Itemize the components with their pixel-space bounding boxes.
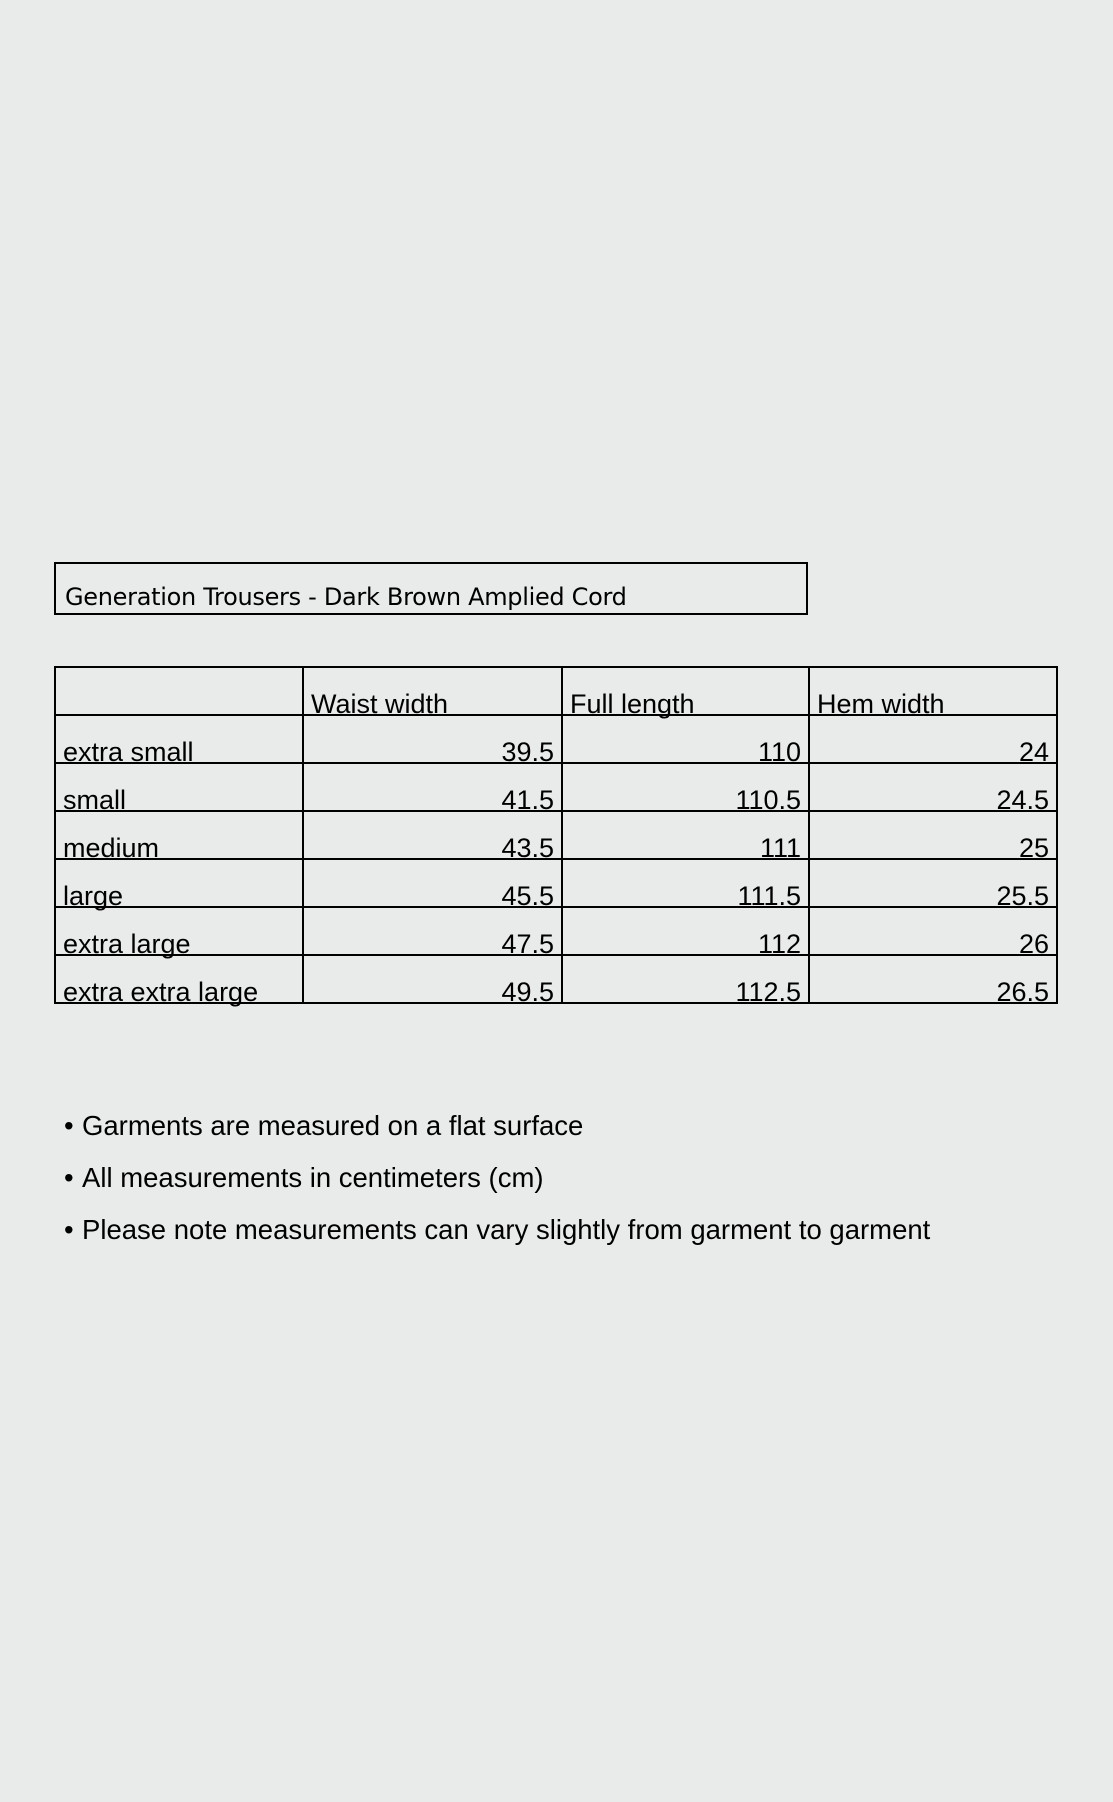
size-label: small (55, 763, 303, 811)
waist-value: 47.5 (303, 907, 562, 955)
hem-value: 24.5 (809, 763, 1057, 811)
waist-value: 43.5 (303, 811, 562, 859)
note-item: • All measurements in centimeters (cm) (64, 1152, 930, 1204)
length-value: 111 (562, 811, 809, 859)
header-hem-width: Hem width (809, 667, 1057, 715)
hem-value: 26.5 (809, 955, 1057, 1003)
size-label: extra extra large (55, 955, 303, 1003)
table-row (55, 715, 1057, 763)
product-title: Generation Trousers - Dark Brown Amplied Cord (65, 583, 627, 611)
waist-value: 41.5 (303, 763, 562, 811)
hem-value: 25 (809, 811, 1057, 859)
size-chart-table (54, 666, 1058, 1007)
note-item: • Please note measurements can vary slightly from garment to garment (64, 1204, 930, 1256)
hem-value: 25.5 (809, 859, 1057, 907)
note-item: • Garments are measured on a flat surface (64, 1100, 930, 1152)
length-value: 112.5 (562, 955, 809, 1003)
header-waist-width: Waist width (303, 667, 562, 715)
table-row (55, 763, 1057, 811)
table-row (55, 811, 1057, 859)
size-label: medium (55, 811, 303, 859)
waist-value: 49.5 (303, 955, 562, 1003)
hem-value: 26 (809, 907, 1057, 955)
table-row (55, 859, 1057, 907)
length-value: 111.5 (562, 859, 809, 907)
header-full-length: Full length (562, 667, 809, 715)
table-row (55, 955, 1057, 1003)
product-title-box (54, 562, 808, 615)
size-label: extra large (55, 907, 303, 955)
table-header-row (55, 667, 1057, 715)
waist-value: 39.5 (303, 715, 562, 763)
waist-value: 45.5 (303, 859, 562, 907)
size-label: large (55, 859, 303, 907)
length-value: 112 (562, 907, 809, 955)
measurement-notes (64, 1100, 930, 1256)
length-value: 110.5 (562, 763, 809, 811)
length-value: 110 (562, 715, 809, 763)
table-row (55, 907, 1057, 955)
header-corner-cell (55, 667, 303, 715)
size-label: extra small (55, 715, 303, 763)
hem-value: 24 (809, 715, 1057, 763)
